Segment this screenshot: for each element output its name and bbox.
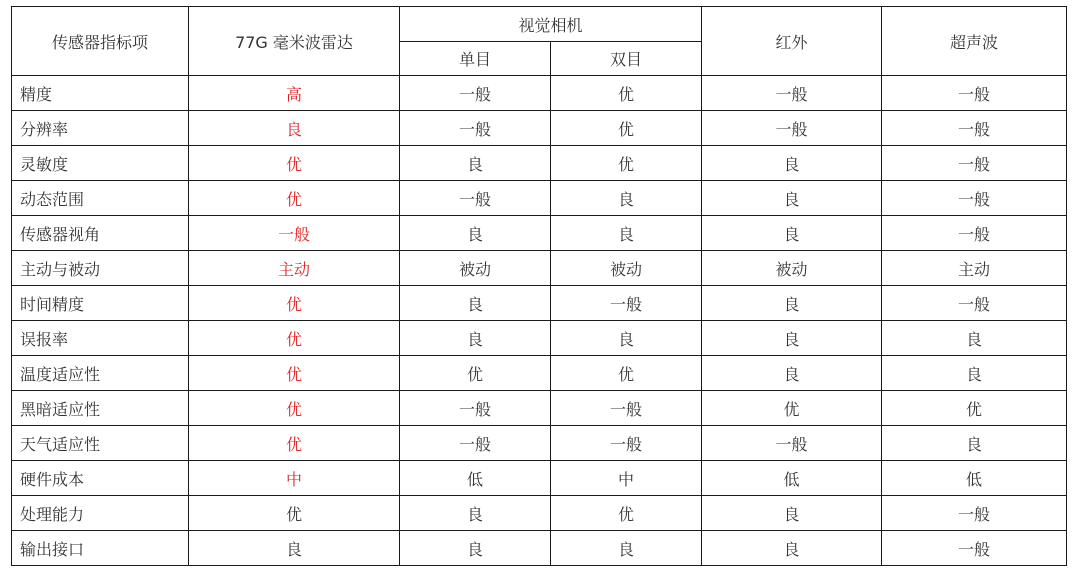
cell-radar: 优 xyxy=(189,426,400,461)
table-row xyxy=(12,111,1067,146)
cell-stereo: 良 xyxy=(551,181,702,216)
cell-label: 传感器视角 xyxy=(12,216,189,251)
cell-mono: 良 xyxy=(400,216,551,251)
cell-ultrasonic: 一般 xyxy=(882,216,1067,251)
table-row xyxy=(12,76,1067,111)
cell-stereo: 一般 xyxy=(551,426,702,461)
cell-ultrasonic: 低 xyxy=(882,461,1067,496)
cell-ultrasonic: 良 xyxy=(882,321,1067,356)
cell-infrared: 一般 xyxy=(702,111,882,146)
header-row-primary xyxy=(12,7,1067,42)
cell-ultrasonic: 一般 xyxy=(882,111,1067,146)
cell-stereo: 良 xyxy=(551,216,702,251)
cell-label: 硬件成本 xyxy=(12,461,189,496)
cell-label: 灵敏度 xyxy=(12,146,189,181)
cell-ultrasonic: 一般 xyxy=(882,181,1067,216)
cell-infrared: 优 xyxy=(702,391,882,426)
header-infrared: 红外 xyxy=(702,7,882,76)
cell-mono: 被动 xyxy=(400,251,551,286)
cell-radar: 良 xyxy=(189,531,400,566)
cell-mono: 良 xyxy=(400,531,551,566)
table-row xyxy=(12,426,1067,461)
cell-radar: 优 xyxy=(189,146,400,181)
header-stereo: 双目 xyxy=(551,42,702,76)
table-body xyxy=(12,76,1067,566)
cell-label: 处理能力 xyxy=(12,496,189,531)
cell-stereo: 一般 xyxy=(551,391,702,426)
cell-ultrasonic: 一般 xyxy=(882,496,1067,531)
header-radar: 77G 毫米波雷达 xyxy=(189,7,400,76)
table-row xyxy=(12,391,1067,426)
sensor-comparison-table xyxy=(11,6,1067,566)
cell-ultrasonic: 优 xyxy=(882,391,1067,426)
cell-label: 输出接口 xyxy=(12,531,189,566)
cell-mono: 一般 xyxy=(400,426,551,461)
cell-infrared: 良 xyxy=(702,286,882,321)
cell-mono: 良 xyxy=(400,286,551,321)
table-row xyxy=(12,461,1067,496)
cell-ultrasonic: 一般 xyxy=(882,76,1067,111)
cell-stereo: 优 xyxy=(551,111,702,146)
cell-ultrasonic: 一般 xyxy=(882,286,1067,321)
cell-mono: 良 xyxy=(400,496,551,531)
cell-radar: 良 xyxy=(189,111,400,146)
cell-radar: 优 xyxy=(189,391,400,426)
cell-mono: 一般 xyxy=(400,76,551,111)
cell-mono: 低 xyxy=(400,461,551,496)
cell-infrared: 良 xyxy=(702,321,882,356)
cell-mono: 良 xyxy=(400,146,551,181)
cell-ultrasonic: 良 xyxy=(882,356,1067,391)
table-header xyxy=(12,7,1067,76)
table-row xyxy=(12,496,1067,531)
header-mono: 单目 xyxy=(400,42,551,76)
cell-radar: 一般 xyxy=(189,216,400,251)
cell-mono: 一般 xyxy=(400,111,551,146)
header-ultrasonic: 超声波 xyxy=(882,7,1067,76)
table-row xyxy=(12,146,1067,181)
cell-infrared: 低 xyxy=(702,461,882,496)
table-row xyxy=(12,251,1067,286)
cell-mono: 良 xyxy=(400,321,551,356)
cell-infrared: 良 xyxy=(702,216,882,251)
cell-radar: 优 xyxy=(189,356,400,391)
cell-label: 时间精度 xyxy=(12,286,189,321)
cell-mono: 一般 xyxy=(400,391,551,426)
cell-stereo: 中 xyxy=(551,461,702,496)
header-metric: 传感器指标项 xyxy=(12,7,189,76)
cell-infrared: 一般 xyxy=(702,426,882,461)
table-row xyxy=(12,286,1067,321)
table-row xyxy=(12,321,1067,356)
cell-radar: 优 xyxy=(189,286,400,321)
table-row xyxy=(12,531,1067,566)
cell-label: 黑暗适应性 xyxy=(12,391,189,426)
cell-stereo: 良 xyxy=(551,531,702,566)
cell-label: 分辨率 xyxy=(12,111,189,146)
cell-label: 误报率 xyxy=(12,321,189,356)
cell-stereo: 优 xyxy=(551,496,702,531)
cell-stereo: 优 xyxy=(551,76,702,111)
cell-stereo: 良 xyxy=(551,321,702,356)
cell-infrared: 良 xyxy=(702,496,882,531)
cell-radar: 高 xyxy=(189,76,400,111)
cell-infrared: 良 xyxy=(702,146,882,181)
table-row xyxy=(12,181,1067,216)
cell-stereo: 优 xyxy=(551,356,702,391)
cell-stereo: 被动 xyxy=(551,251,702,286)
cell-label: 动态范围 xyxy=(12,181,189,216)
table-row xyxy=(12,216,1067,251)
cell-radar: 优 xyxy=(189,496,400,531)
cell-label: 主动与被动 xyxy=(12,251,189,286)
cell-label: 精度 xyxy=(12,76,189,111)
cell-mono: 一般 xyxy=(400,181,551,216)
cell-radar: 主动 xyxy=(189,251,400,286)
cell-label: 天气适应性 xyxy=(12,426,189,461)
cell-ultrasonic: 良 xyxy=(882,426,1067,461)
cell-mono: 优 xyxy=(400,356,551,391)
cell-ultrasonic: 一般 xyxy=(882,146,1067,181)
cell-ultrasonic: 一般 xyxy=(882,531,1067,566)
cell-infrared: 良 xyxy=(702,531,882,566)
cell-radar: 中 xyxy=(189,461,400,496)
cell-stereo: 一般 xyxy=(551,286,702,321)
header-camera: 视觉相机 xyxy=(400,7,702,42)
cell-radar: 优 xyxy=(189,321,400,356)
cell-radar: 优 xyxy=(189,181,400,216)
cell-ultrasonic: 主动 xyxy=(882,251,1067,286)
cell-label: 温度适应性 xyxy=(12,356,189,391)
cell-infrared: 被动 xyxy=(702,251,882,286)
table-row xyxy=(12,356,1067,391)
cell-stereo: 优 xyxy=(551,146,702,181)
cell-infrared: 一般 xyxy=(702,76,882,111)
cell-infrared: 良 xyxy=(702,181,882,216)
cell-infrared: 良 xyxy=(702,356,882,391)
